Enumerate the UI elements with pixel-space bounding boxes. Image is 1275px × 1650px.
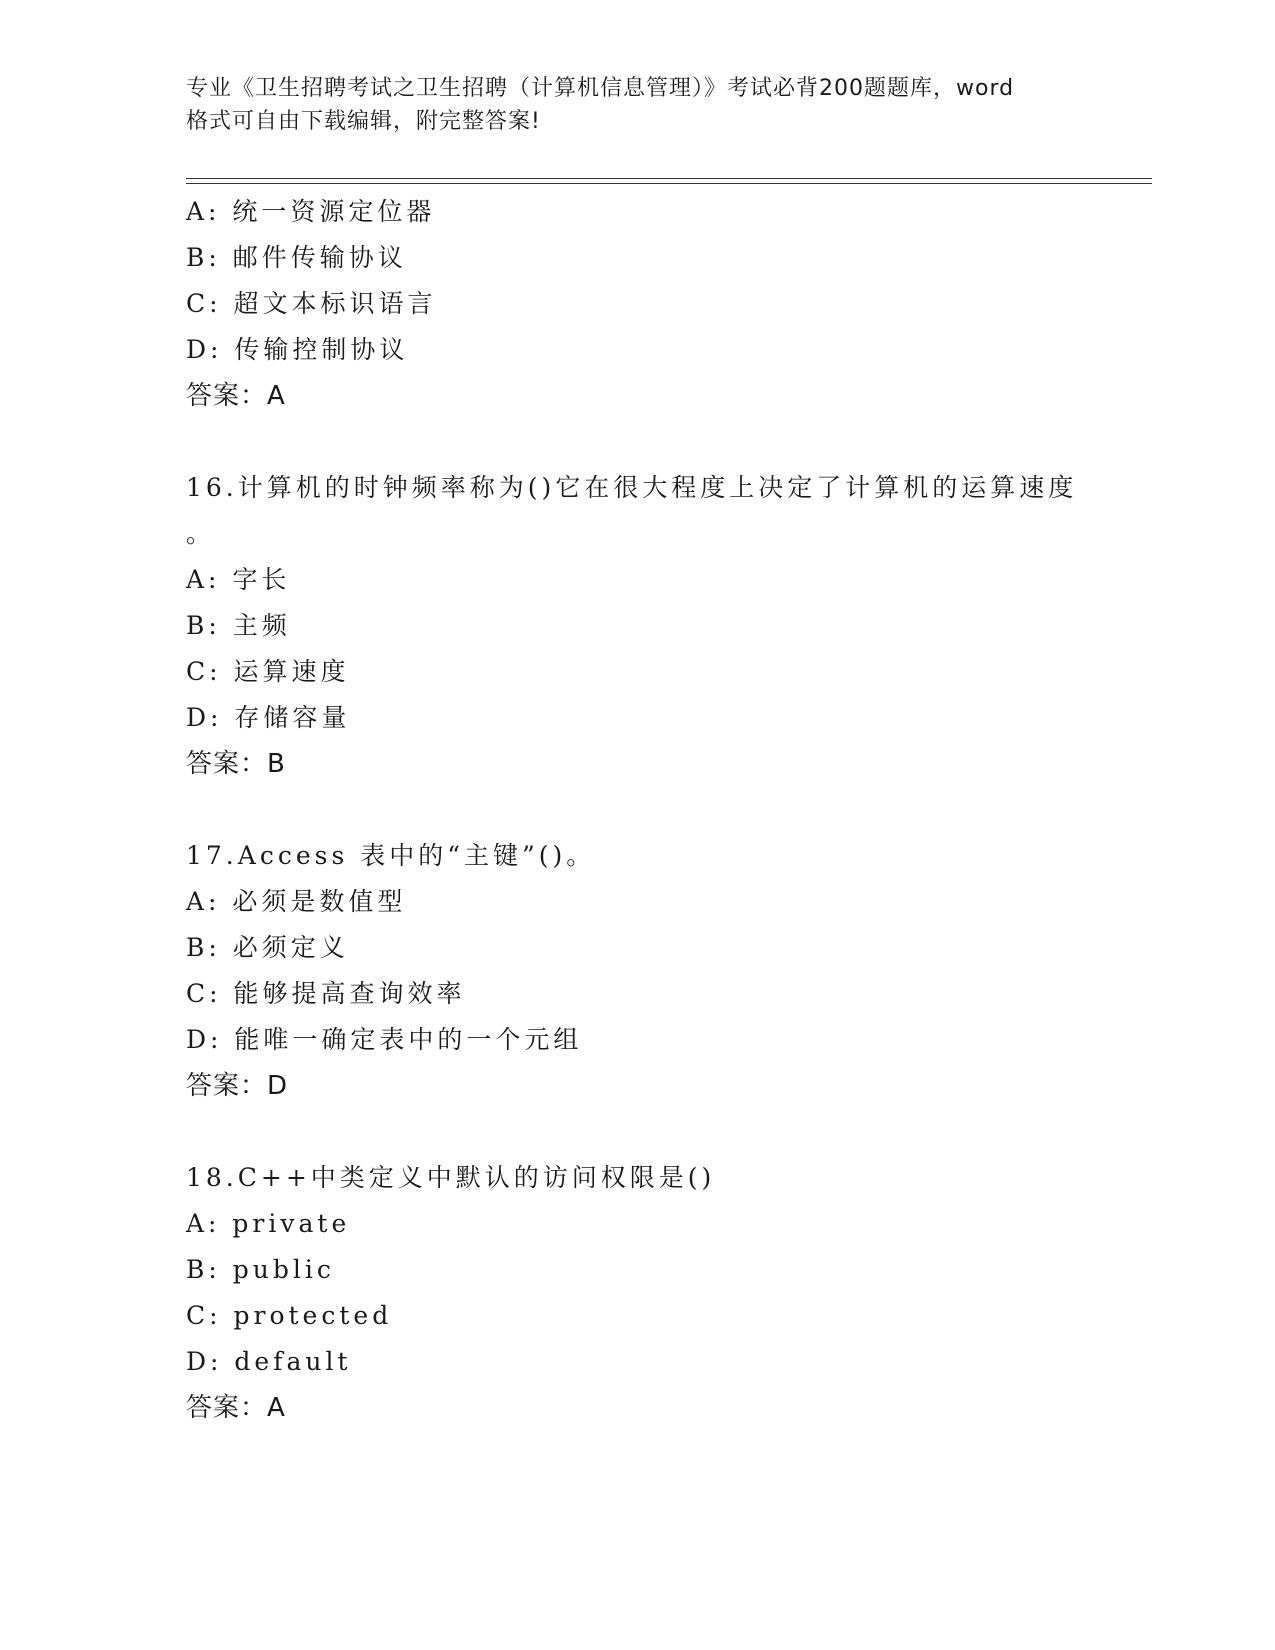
option-d: D: 能唯一确定表中的一个元组 xyxy=(186,1025,583,1054)
option-d: D: 传输控制协议 xyxy=(186,335,409,364)
header-divider-bottom xyxy=(186,183,1152,184)
option-b: B: 必须定义 xyxy=(186,933,349,962)
option-b: B: 邮件传输协议 xyxy=(186,243,407,272)
answer: 答案：B xyxy=(186,749,286,779)
spacer xyxy=(186,419,1086,465)
header-line-1: 专业《卫生招聘考试之卫生招聘（计算机信息管理）》考试必背200题题库，word xyxy=(186,76,1015,101)
question-18 xyxy=(186,1155,1086,1431)
question-text-continued: 。 xyxy=(186,519,216,548)
question-text: 17.Access 表中的“主键”()。 xyxy=(186,841,596,870)
header-line-2: 格式可自由下载编辑，附完整答案! xyxy=(186,109,541,134)
spacer xyxy=(186,1109,1086,1155)
answer: 答案：A xyxy=(186,381,286,411)
option-d: D: default xyxy=(186,1347,352,1376)
answer: 答案：D xyxy=(186,1071,289,1101)
answer: 答案：A xyxy=(186,1393,286,1423)
option-c: C: protected xyxy=(186,1301,393,1330)
question-17 xyxy=(186,833,1086,1109)
header-divider-top xyxy=(186,178,1152,179)
question-16 xyxy=(186,465,1086,787)
option-b: B: public xyxy=(186,1255,335,1284)
option-a: A: 统一资源定位器 xyxy=(186,197,436,226)
option-c: C: 超文本标识语言 xyxy=(186,289,437,318)
option-a: A: 必须是数值型 xyxy=(186,887,407,916)
question-text: 16.计算机的时钟频率称为()它在很大程度上决定了计算机的运算速度 xyxy=(186,473,1078,502)
option-c: C: 运算速度 xyxy=(186,657,350,686)
document-header xyxy=(186,72,1086,138)
question-list xyxy=(186,189,1086,1431)
question-text: 18.C++中类定义中默认的访问权限是() xyxy=(186,1163,716,1192)
option-b: B: 主频 xyxy=(186,611,291,640)
option-c: C: 能够提高查询效率 xyxy=(186,979,466,1008)
option-a: A: 字长 xyxy=(186,565,291,594)
spacer xyxy=(186,787,1086,833)
option-d: D: 存储容量 xyxy=(186,703,351,732)
option-a: A: private xyxy=(186,1209,351,1238)
question-15 xyxy=(186,189,1086,419)
